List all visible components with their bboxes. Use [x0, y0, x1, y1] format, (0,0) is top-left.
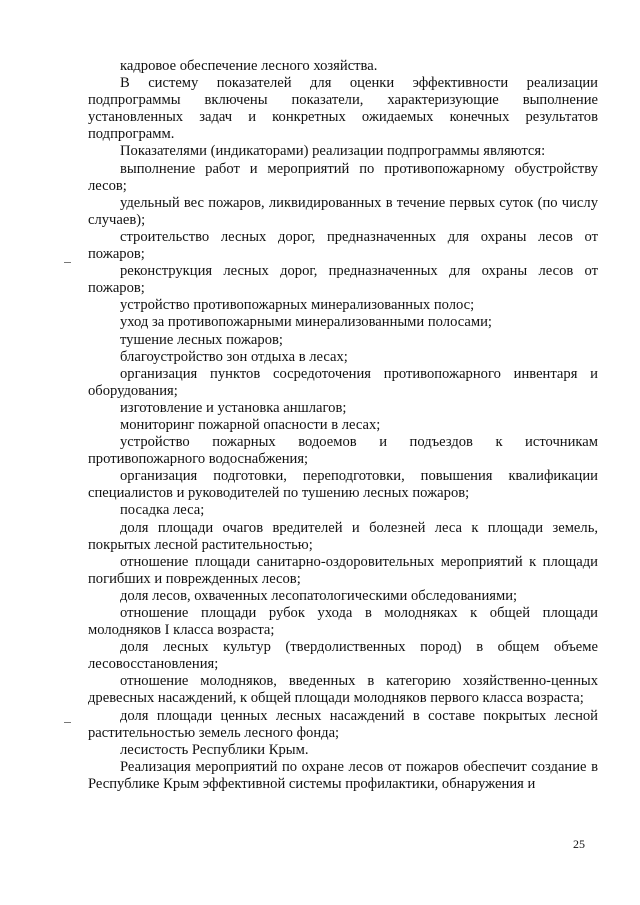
list-item: доля площади очагов вредителей и болезней леса к площади земель, покрытых лесной растительностью; — [88, 519, 598, 553]
list-item: уход за противопожарными минерализованными полосами; — [120, 314, 492, 331]
list-item: посадка леса; — [120, 502, 205, 519]
list-item: доля площади ценных лесных насаждений в составе покрытых лесной растительностью земель лесного фонда; — [88, 707, 598, 741]
paragraph: В систему показателей для оценки эффективности реализации подпрограммы включены показатели, характеризующие выполнение установленных задач и конкретных ожидаемых конечных результатов подпрограмм. — [88, 75, 598, 143]
list-item: выполнение работ и мероприятий по противопожарному обустройству лесов; — [88, 160, 598, 194]
list-item: лесистость Республики Крым. — [120, 741, 309, 758]
list-item: тушение лесных пожаров; — [120, 331, 283, 348]
margin-mark — [64, 722, 71, 723]
list-item: организация пунктов сосредоточения противопожарного инвентаря и оборудования; — [88, 365, 598, 399]
list-item: устройство пожарных водоемов и подъездов к источникам противопожарного водоснабжения; — [88, 434, 598, 468]
page-number: 25 — [573, 837, 585, 851]
list-item: отношение площади санитарно-оздоровительных мероприятий к площади погибших и поврежденных лесов; — [88, 553, 598, 587]
list-item: мониторинг пожарной опасности в лесах; — [120, 416, 381, 433]
list-item: отношение молодняков, введенных в категорию хозяйственно-ценных древесных насаждений, к общей площади молодняков первого класса возраста; — [88, 673, 598, 707]
list-item: строительство лесных дорог, предназначенных для охраны лесов от пожаров; — [88, 228, 598, 263]
list-item: удельный вес пожаров, ликвидированных в течение первых суток (по числу случаев); — [88, 194, 598, 228]
paragraph: Показателями (индикаторами) реализации подпрограммы являются: — [120, 143, 546, 160]
list-item: устройство противопожарных минерализованных полос; — [120, 297, 475, 314]
margin-mark — [64, 262, 71, 263]
list-item: организация подготовки, переподготовки, повышения квалификации специалистов и руководителей по тушению лесных пожаров; — [88, 468, 598, 502]
list-item: доля лесных культур (твердолиственных пород) в общем объеме лесовосстановления; — [88, 639, 598, 673]
list-item: отношение площади рубок ухода в молодняках к общей площади молодняков I класса возраста; — [88, 605, 598, 639]
paragraph: кадровое обеспечение лесного хозяйства. — [120, 58, 378, 74]
list-item: изготовление и установка аншлагов; — [120, 399, 347, 416]
list-item: доля лесов, охваченных лесопатологическими обследованиями; — [120, 587, 518, 604]
list-item: реконструкция лесных дорог, предназначенных для охраны лесов от пожаров; — [88, 263, 598, 297]
paragraph: Реализация мероприятий по охране лесов от пожаров обеспечит создание в Республике Крым эффективной системы профилактики, обнаружения и — [88, 758, 598, 792]
body-text — [88, 58, 598, 793]
list-item: благоустройство зон отдыха в лесах; — [120, 348, 348, 365]
